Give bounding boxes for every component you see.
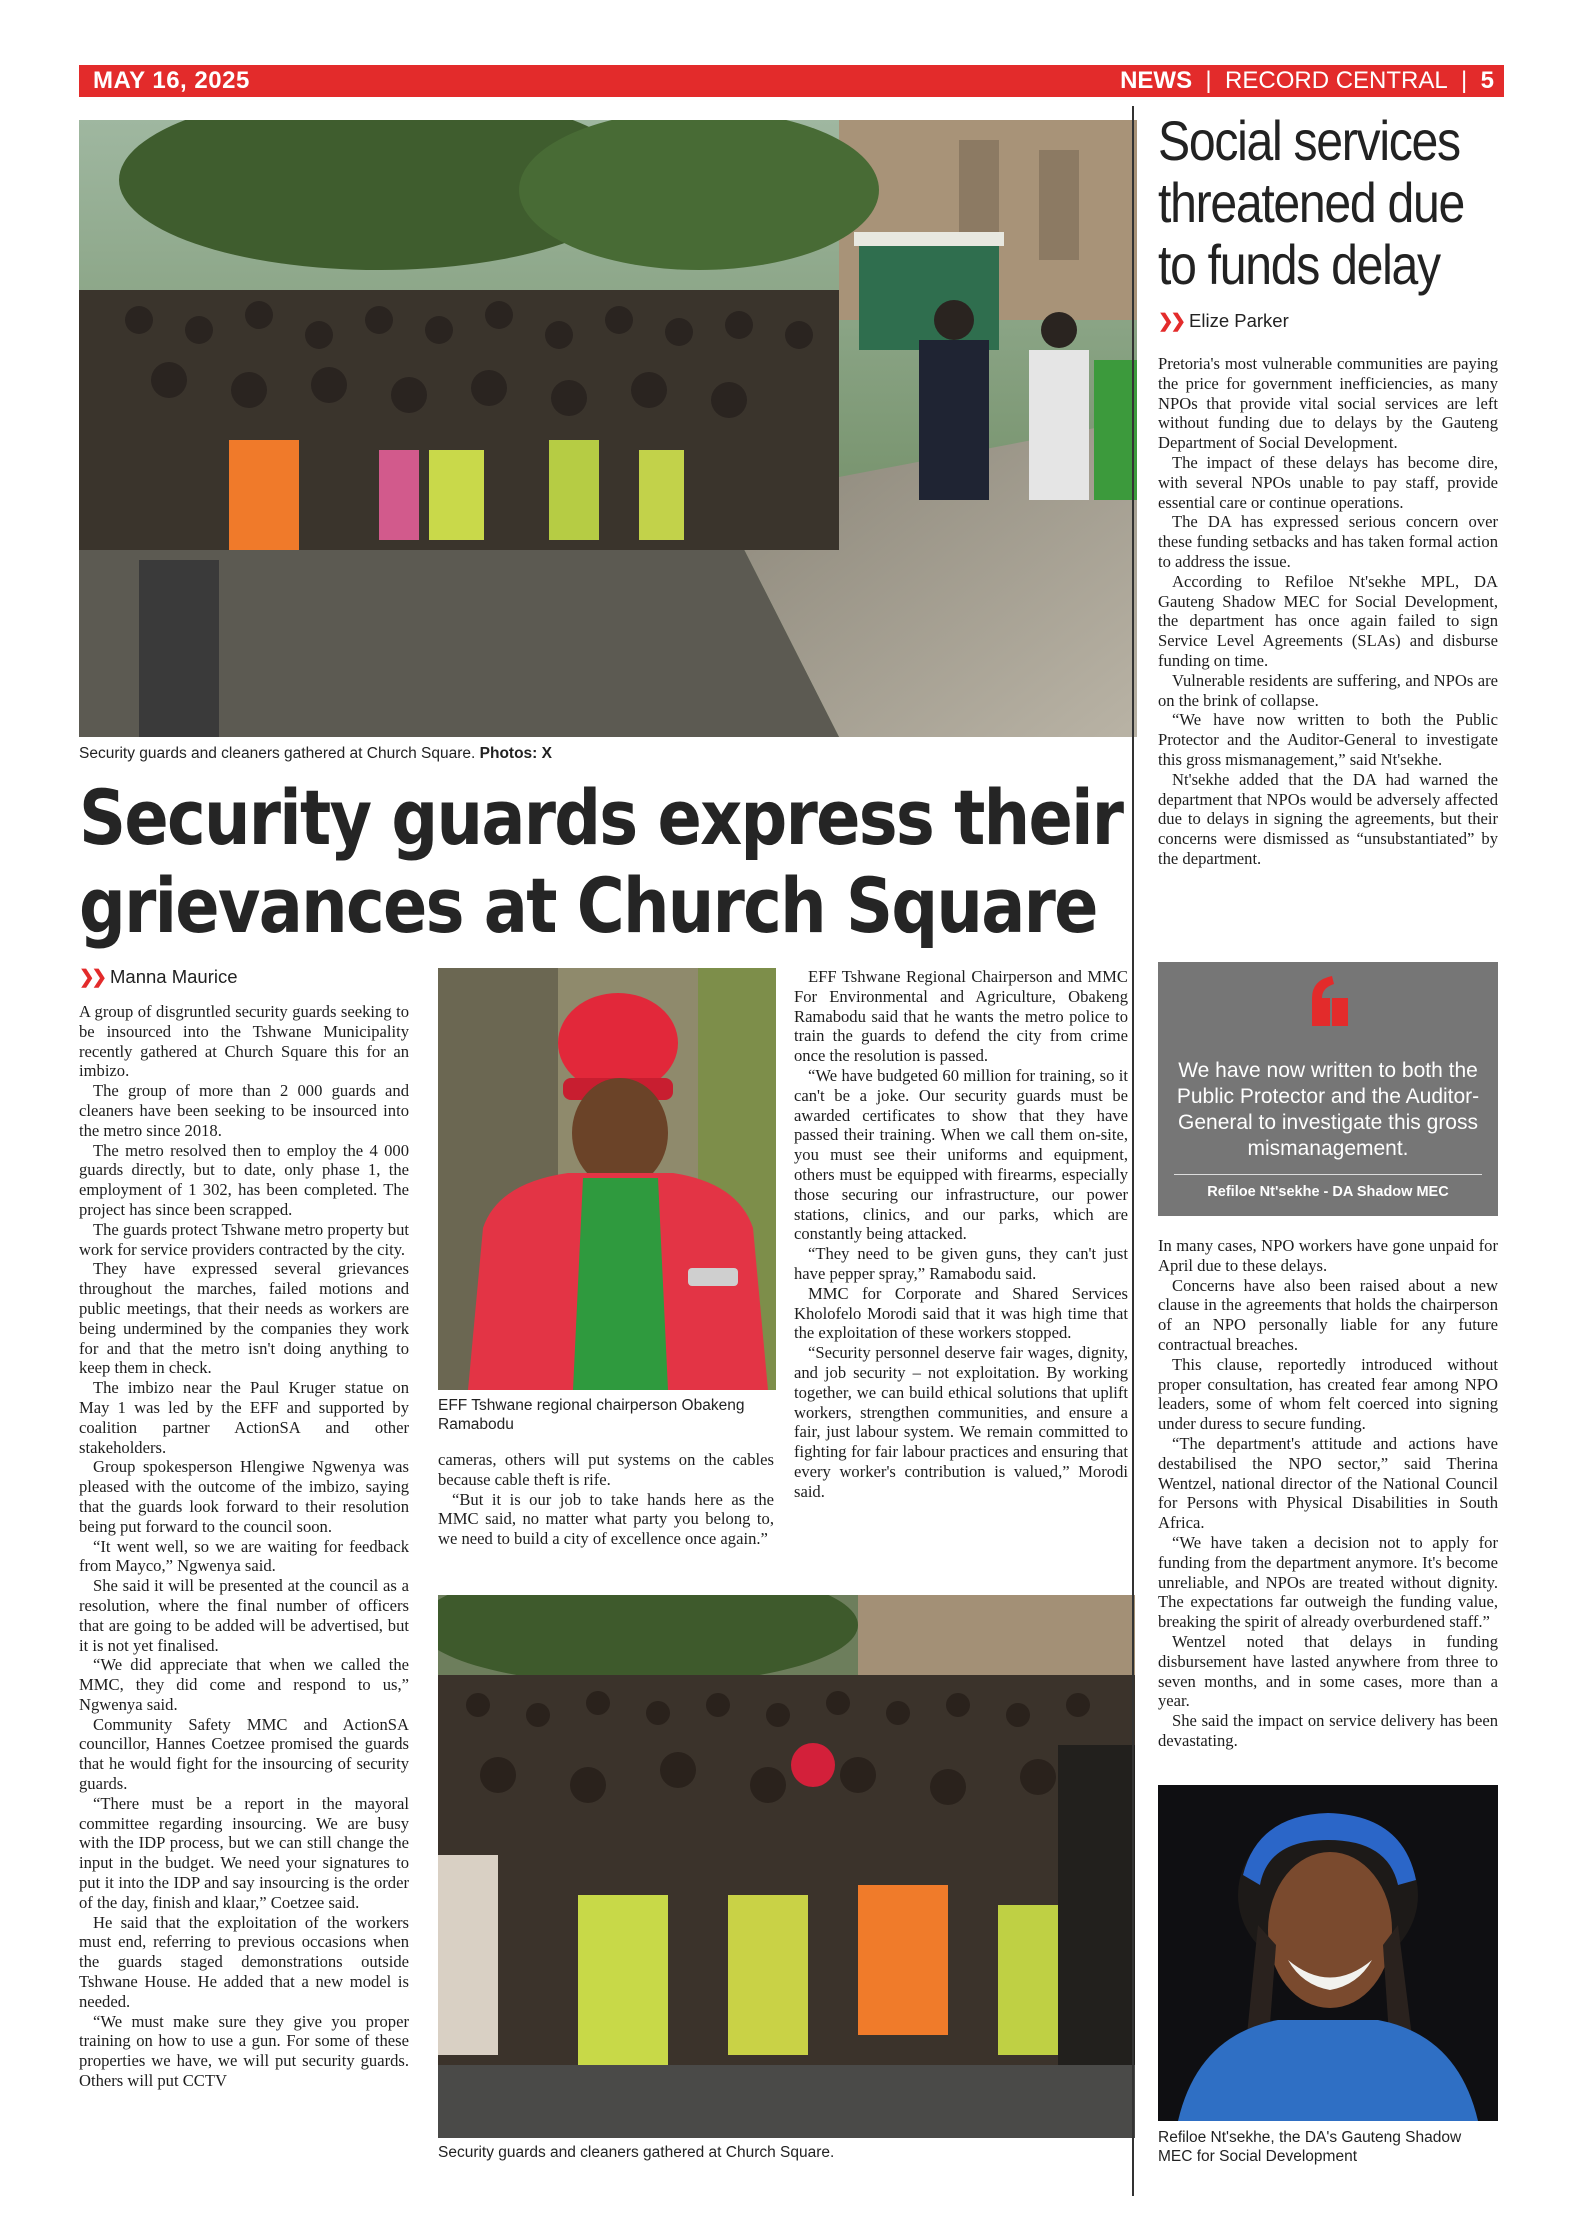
ramabodu-photo-caption: EFF Tshwane regional chairperson Obakeng Ramabodu — [438, 1397, 745, 1433]
header-right: NEWS | RECORD CENTRAL | 5 — [1120, 67, 1494, 94]
ramabodu-photo — [438, 968, 776, 1390]
chevron-right-icon: ❯❯ — [1158, 310, 1184, 331]
page-header-bar — [79, 65, 1504, 97]
pull-quote-text: We have now written to both the Public Protector and the Auditor-General to investigate this gross mismanagement. — [1176, 1059, 1480, 1160]
quote-mark-icon — [1306, 976, 1350, 1026]
main-article-column-3: EFF Tshwane Regional Chairperson and MMC For Environmental and Agriculture, Obakeng Ramabodu said that he wants the metro police to train the guards to defend the city from crime once the resolution is passed. “We have budgeted 60 million for training, so it can't be a joke. Our security guards must be awarded certificates to show that they have passed their training. When we call them on-site, you must see their uniforms and equipment, others must be equipped with firearms, especially those securing our infrastructure, our power stations, clinics, and our parks, which are constantly being attacked. “They need to be given guns, they can't just have pepper spray,” Ramabodu said. MMC for Corporate and Shared Services Kholofelo Morodi said that it was high time that the exploitation of these workers stopped. “Security personnel deserve fair wages, dignity, and job security – not exploitation. By working together, we can build ethical solutions that uplift workers, strengthen communities, and ensure a fair, just labour system. We remain committed to fighting for fair labour practices and ensuring that every worker's contribution is valued,” Morodi said. — [794, 967, 1128, 1501]
main-headline: Security guards express their grievances at Church Square — [79, 773, 1123, 950]
side-byline: ❯❯ Elize Parker — [1158, 310, 1289, 331]
chevron-right-icon: ❯❯ — [79, 966, 105, 987]
main-byline: ❯❯ Manna Maurice — [79, 966, 238, 987]
bottom-photo-caption: Security guards and cleaners gathered at Church Square. — [438, 2144, 835, 2161]
issue-date: MAY 16, 2025 — [93, 67, 250, 94]
side-article-body-bottom: In many cases, NPO workers have gone unpaid for April due to these delays. Concerns have also been raised about a new clause in the agreements that holds the chairperson of an NPO personally liable for any future contractual breaches. This clause, reportedly introduced without proper consultation, has created fear among NPO leaders, some of whom felt coerced into signing under duress to secure funding. “The department's attitude and actions have destabilised the NPO sector,” said Therina Wentzel, national director of the National Council for Persons with Physical Disabilities in South Africa. “We have taken a decision not to apply for funding from the department anymore. It's become unreliable, and NPOs are treated without dignity. The expectations far outweigh the funding value, breaking the spirit of already overburdened staff.” Wentzel noted that delays in funding disbursement have lasted anywhere from three to seven months, and in some cases, more than a year. She said the impact on service delivery has been devastating. — [1158, 1236, 1498, 1750]
photo-credit: Photos: X — [479, 745, 552, 762]
publication-name: RECORD CENTRAL — [1225, 67, 1448, 94]
top-photo-caption: Security guards and cleaners gathered at Church Square. Photos: X — [79, 745, 552, 762]
section-label: NEWS — [1120, 67, 1193, 94]
crowd-photo-top — [79, 120, 1137, 737]
portrait-caption: Refiloe Nt'sekhe, the DA's Gauteng Shadow MEC for Social Development — [1158, 2129, 1462, 2165]
crowd-photo-bottom-image — [438, 1595, 1135, 2138]
main-article-column-1: A group of disgruntled security guards seeking to be insourced into the Tshwane Municipality recently gathered at Church Square this for an imbizo. The group of more than 2 000 guards and cleaners have been seeking to be insourced into the metro since 2018. The metro resolved then to employ the 4 000 guards directly, but to date, only phase 1, the employment of 1 302, has been completed. The project has since been scrapped. The guards protect Tshwane metro property but work for service providers contracted by the city. They have expressed several grievances throughout the marches, failed motions and public meetings, that their needs as workers are being undermined by the companies they work for and that the metro isn't doing anything to keep them in check. The imbizo near the Paul Kruger statue on May 1 was led by the EFF and supported by coalition partner ActionSA and other stakeholders. Group spokesperson Hlengiwe Ngwenya was pleased with the outcome of the imbizo, saying that the guards look forward to their resolution being put forward to the council soon. “It went well, so we are waiting for feedback from Mayco,” Ngwenya said. She said it will be presented at the council as a resolution, where the final number of officers that are going to be added will be advertised, but it is not yet finalised. “We did appreciate that when we called the MMC, they did come and respond to us,” Ngwenya said. Community Safety MMC and ActionSA councillor, Hannes Coetzee promised the guards that he would fight for the insourcing of security guards. “There must be a report in the mayoral committee regarding insourcing. We are busy with the IDP process, but we can still change the input in the budget. We need your signatures to put it into the IDP and say insourcing is the order of the day, finish and klaar,” Coetzee said. He said that the exploitation of the workers must end, referring to previous occasions when the guards staged demonstrations outside Tshwane House. He added that a new model is needed. “We must make sure they give you proper training on how to use a gun. For some of these properties we have, we will put security guards. Others will put CCTV — [79, 1002, 409, 2091]
column-divider — [1132, 106, 1134, 2196]
ntsekhe-portrait-image — [1158, 1785, 1498, 2121]
pull-quote-source: Refiloe Nt'sekhe - DA Shadow MEC — [1207, 1184, 1449, 1200]
pull-quote-rule — [1174, 1174, 1482, 1175]
pull-quote-box — [1158, 962, 1498, 1216]
page-number: 5 — [1480, 67, 1494, 94]
crowd-photo-top-image — [79, 120, 1137, 737]
crowd-photo-bottom — [438, 1595, 1135, 2138]
side-headline: Social services threatened due to funds delay — [1158, 109, 1464, 296]
ramabodu-photo-image — [438, 968, 776, 1390]
side-article-body-top: Pretoria's most vulnerable communities are paying the price for government inefficiencies, as many NPOs that provide vital social services are left without funding due to delays by the Gauteng Department of Social Development. The impact of these delays has become dire, with several NPOs unable to pay staff, provide essential care or continue operations. The DA has expressed serious concern over these funding setbacks and has taken formal action to address the issue. According to Refiloe Nt'sekhe MPL, DA Gauteng Shadow MEC for Social Development, the department has once again failed to sign Service Level Agreements (SLAs) and disburse funding on time. Vulnerable residents are suffering, and NPOs are on the brink of collapse. “We have now written to both the Public Protector and the Auditor-General to investigate this gross mismanagement,” said Nt'sekhe. Nt'sekhe added that the DA had warned the department that NPOs would be adversely affected due to delays in signing the agreements, but their concerns were dismissed as “unsubstantiated” by the department. — [1158, 354, 1498, 868]
main-article-column-2: cameras, others will put systems on the cables because cable theft is rife. “But it is our job to take hands here as the MMC said, no matter what party you belong to, we need to build a city of excellence once again.” — [438, 1450, 774, 1549]
ntsekhe-portrait — [1158, 1785, 1498, 2121]
